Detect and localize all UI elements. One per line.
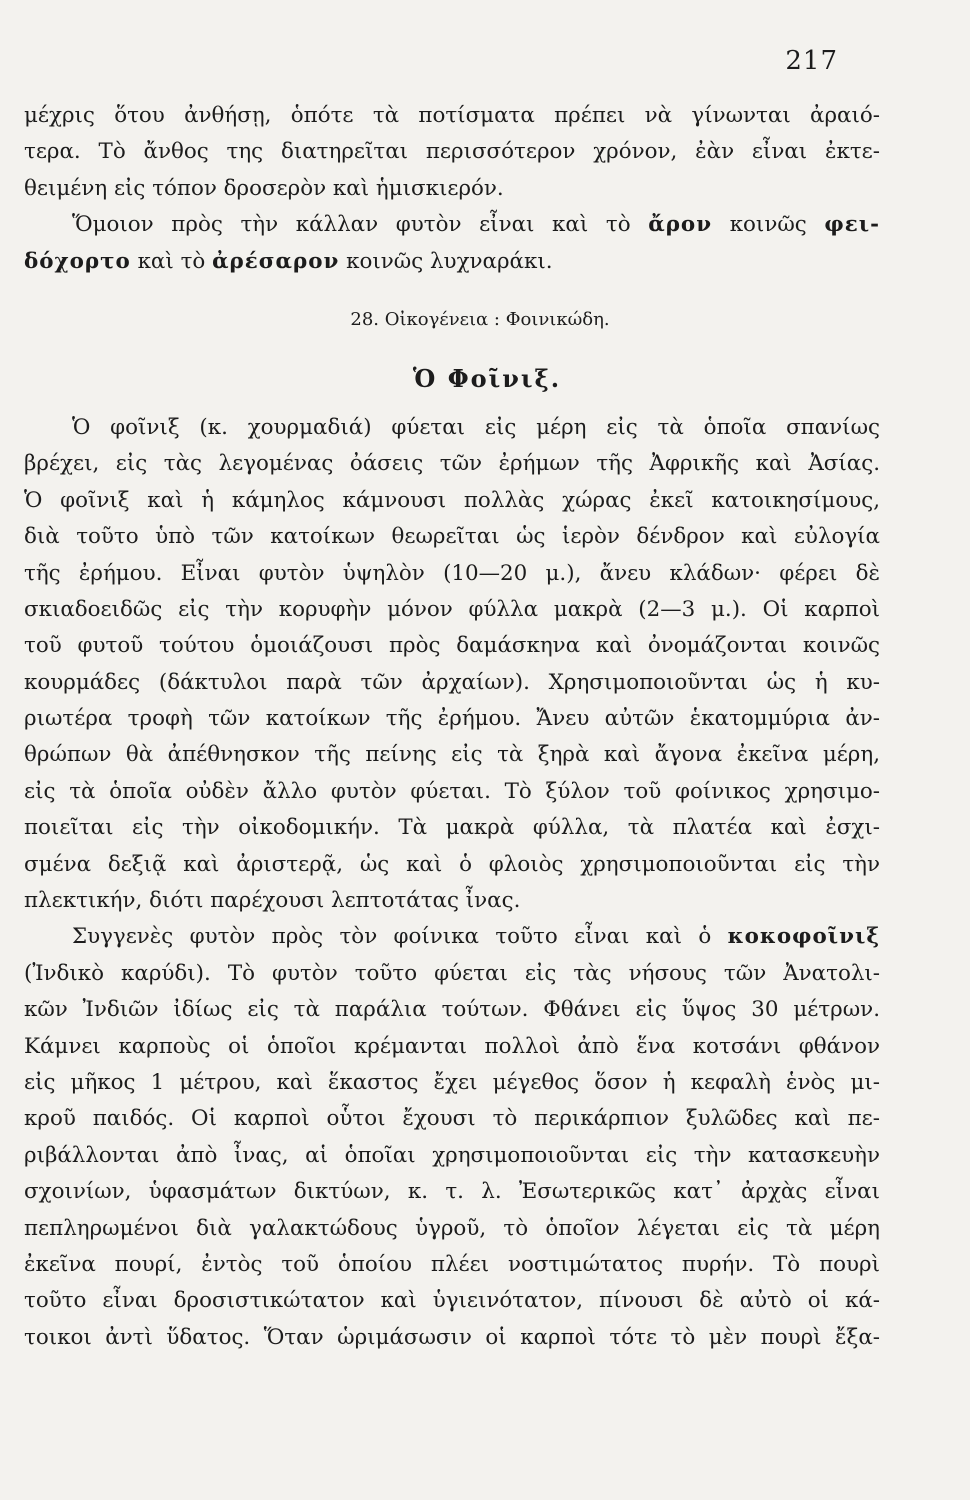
text-line: σχοινίων, ὑφασμάτων δικτύων, κ. τ. λ. Ἐσωτερικῶς κατ᾽ ἀρχὰς εἶναι	[24, 1179, 880, 1205]
text-line: τερα. Τὸ ἄνθος της διατηρεῖται περισσότερον χρόνον, ἐὰν εἶναι ἐκτε-	[24, 139, 880, 165]
text-line: ριωτέρα τροφὴ τῶν κατοίκων τῆς ἐρήμου. Ἄνευ αὐτῶν ἑκατομμύρια ἀν-	[24, 706, 880, 732]
text-line: τοῦτο εἶναι δροσιστικώτατον καὶ ὑγιεινότατον, πίνουσι δὲ αὐτὸ οἱ κά-	[24, 1288, 880, 1314]
family-label: 28. Οἰκογένεια : Φοινικώδη.	[350, 308, 610, 330]
text-line: τοῦ φυτοῦ τούτου ὁμοιάζουσι πρὸς δαμάσκηνα καὶ ὀνομάζονται κοινῶς	[24, 633, 880, 659]
body-text	[24, 98, 880, 1356]
text-line: εἰς τὰ ὁποῖα οὐδὲν ἄλλο φυτὸν φύεται. Τὸ ξύλον τοῦ φοίνικος χρησιμο-	[24, 778, 880, 804]
text-span: κοινῶς	[712, 212, 825, 238]
text-line: εἰς μῆκος 1 μέτρου, καὶ ἕκαστος ἔχει μέγεθος ὅσον ἡ κεφαλὴ ἑνὸς μι-	[24, 1069, 880, 1095]
text-line: θρώπων θὰ ἀπέθνησκον τῆς πείνης εἰς τὰ ξηρὰ καὶ ἄγονα ἐκεῖνα μέρη,	[24, 742, 880, 768]
text-span: Ὅμοιον πρὸς τὴν κάλλαν φυτὸν εἶναι καὶ τὸ	[72, 212, 649, 238]
text-line-feidoxorto	[24, 244, 880, 280]
text-line: θειμένη εἰς τόπον δροσερὸν καὶ ἡμισκιερόν.	[24, 175, 504, 201]
text-line: διὰ τοῦτο ὑπὸ τῶν κατοίκων θεωρεῖται ὡς ἱερὸν δένδρον καὶ εὐλογία	[24, 524, 880, 550]
text-span: κοινῶς λυχναράκι.	[339, 248, 553, 274]
text-line: κροῦ παιδός. Οἱ καρποὶ οὗτοι ἔχουσι τὸ περικάρπιον ξυλῶδες καὶ πε-	[24, 1106, 880, 1132]
text-line: πλεκτικήν, διότι παρέχουσι λεπτοτάτας ἶνας.	[24, 888, 521, 914]
bold-term-kokofoinix: κοκοφοῖνιξ	[727, 924, 880, 950]
bold-term-aresaron: ἀρέσαρον	[212, 248, 340, 274]
bold-term-feidoxorto-start: φει-	[824, 212, 880, 238]
text-line: τοικοι ἀντὶ ὕδατος. Ὅταν ὡριμάσωσιν οἱ καρποὶ τότε τὸ μὲν πουρὶ ἔξα-	[24, 1324, 880, 1350]
bold-term-feidoxorto-end: δόχορτο	[24, 248, 131, 274]
text-line: πεπληρωμένοι διὰ γαλακτώδους ὑγροῦ, τὸ ὁποῖον λέγεται εἰς τὰ μέρη	[24, 1215, 880, 1241]
text-line-aron	[24, 207, 880, 243]
text-span: Συγγενὲς φυτὸν πρὸς τὸν φοίνικα τοῦτο εἶναι καὶ ὁ	[72, 924, 728, 950]
text-line: (Ἰνδικὸ καρύδι). Τὸ φυτὸν τοῦτο φύεται εἰς τὰς νήσους τῶν Ἀνατολι-	[24, 960, 880, 986]
text-line: σμένα δεξιᾷ καὶ ἀριστερᾷ, ὡς καὶ ὁ φλοιὸς χρησιμοποιοῦνται εἰς τὴν	[24, 851, 880, 877]
text-line: ποιεῖται εἰς τὴν οἰκοδομικήν. Τὰ μακρὰ φύλλα, τὰ πλατέα καὶ ἐσχι-	[24, 815, 880, 841]
text-line: Ὁ φοῖνιξ καὶ ἡ κάμηλος κάμνουσι πολλὰς χώρας ἐκεῖ κατοικησίμους,	[24, 487, 880, 513]
text-line: μέχρις ὅτου ἀνθήσῃ, ὁπότε τὰ ποτίσματα πρέπει νὰ γίνωνται ἀραιό-	[24, 103, 880, 128]
text-line: ριβάλλονται ἀπὸ ἶνας, αἱ ὁποῖαι χρησιμοποιοῦνται εἰς τὴν κατασκευὴν	[24, 1142, 880, 1168]
text-line: κῶν Ἰνδιῶν ἰδίως εἰς τὰ παράλια τούτων. Φθάνει εἰς ὕψος 30 μέτρων.	[24, 997, 880, 1023]
bold-term-aron: ἄρον	[648, 212, 713, 238]
text-line: κουρμάδες (δάκτυλοι παρὰ τῶν ἀρχαίων). Χρησιμοποιοῦνται ὡς ἡ κυ-	[24, 669, 880, 695]
text-line: Ὁ φοῖνιξ (κ. χουρμαδιά) φύεται εἰς μέρη εἰς τὰ ὁποῖα σπανίως	[72, 414, 880, 440]
text-span: καὶ τὸ	[130, 248, 213, 274]
section-title: Ὁ Φοῖνιξ.	[412, 363, 562, 393]
text-line: τῆς ἐρήμου. Εἶναι φυτὸν ὑψηλὸν (10—20 μ.), ἄνευ κλάδων· φέρει δὲ	[24, 560, 880, 586]
page-number: 217	[785, 46, 838, 76]
text-line: ἐκεῖνα πουρί, ἐντὸς τοῦ ὁποίου πλέει νοστιμώτατος πυρήν. Τὸ πουρὶ	[24, 1251, 880, 1277]
text-line: σκιαδοειδῶς εἰς τὴν κορυφὴν μόνον φύλλα μακρὰ (2—3 μ.). Οἱ καρποὶ	[24, 596, 880, 622]
text-line: Κάμνει καρποὺς οἱ ὁποῖοι κρέμανται πολλοὶ ἀπὸ ἕνα κοτσάνι φθάνον	[24, 1033, 880, 1059]
text-line: βρέχει, εἰς τὰς λεγομένας ὀάσεις τῶν ἐρήμων τῆς Ἀφρικῆς καὶ Ἀσίας.	[24, 451, 880, 477]
text-line-kokofoinix	[24, 919, 880, 955]
